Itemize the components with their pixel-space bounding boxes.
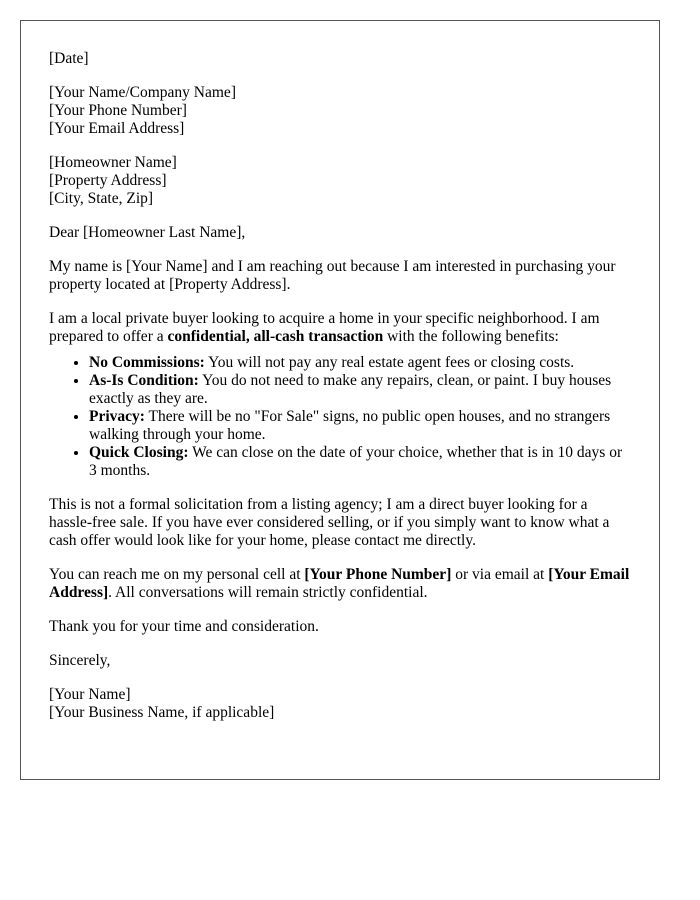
benefit-item-privacy [89,408,631,444]
benefit-text: You will not pay any real estate agent fees or closing costs. [204,354,575,371]
contact-phone: [Your Phone Number] [304,566,452,583]
benefit-item-no-commissions [89,354,631,372]
benefit-title: Quick Closing: [89,444,189,461]
date-text: [Date] [49,50,89,67]
intro-paragraph [49,258,631,294]
signature-block [49,686,631,722]
benefit-title: As-Is Condition: [89,372,199,389]
benefit-text: There will be no "For Sale" signs, no public open houses, and no strangers walking through your home. [89,408,611,443]
signature-name: [Your Name] [49,686,131,703]
contact-email: [Your Email Address] [49,566,630,601]
sender-block [49,84,631,138]
benefit-item-quick-closing [89,444,631,480]
disclaimer-paragraph [49,496,631,550]
offer-paragraph [49,310,631,346]
thanks-paragraph [49,618,631,636]
contact-text-pre: You can reach me on my personal cell at [49,566,305,583]
letter-page [20,20,660,780]
recipient-name: [Homeowner Name] [49,154,177,171]
offer-text-bold: confidential, all-cash transaction [167,328,384,345]
contact-text-post: . All conversations will remain strictly confidential. [108,584,428,601]
disclaimer-text: This is not a formal solicitation from a listing agency; I am a direct buyer looking for a hassle-free sale. If you have ever considered selling, or if you simply want to know what a cash offer would look like for your home, please contact me directly. [49,496,610,549]
intro-text: My name is [Your Name] and I am reaching out because I am interested in purchasing your property located at [Property Address]. [49,258,616,293]
benefit-text: You do not need to make any repairs, clean, or paint. I buy houses exactly as they are. [89,372,612,407]
salutation-text: Dear [Homeowner Last Name], [49,224,246,241]
benefit-title: Privacy: [89,408,145,425]
benefits-list [49,354,631,480]
sender-phone: [Your Phone Number] [49,102,187,119]
offer-text-post: with the following benefits: [383,328,559,345]
signature-business: [Your Business Name, if applicable] [49,704,275,721]
salutation [49,224,631,242]
benefit-text: We can close on the date of your choice, whether that is in 10 days or 3 months. [89,444,623,479]
closing-text: Sincerely, [49,652,111,669]
offer-text-pre: I am a local private buyer looking to acquire a home in your specific neighborhood. I am prepared to offer a [49,310,600,345]
recipient-address: [Property Address] [49,172,167,189]
sender-email: [Your Email Address] [49,120,185,137]
contact-paragraph [49,566,631,602]
closing [49,652,631,670]
thanks-text: Thank you for your time and consideration. [49,618,319,635]
recipient-city-state-zip: [City, State, Zip] [49,190,154,207]
contact-text-mid: or via email at [451,566,549,583]
benefit-title: No Commissions: [89,354,205,371]
letter-date [49,50,631,68]
sender-name: [Your Name/Company Name] [49,84,236,101]
recipient-block [49,154,631,208]
benefit-item-as-is [89,372,631,408]
